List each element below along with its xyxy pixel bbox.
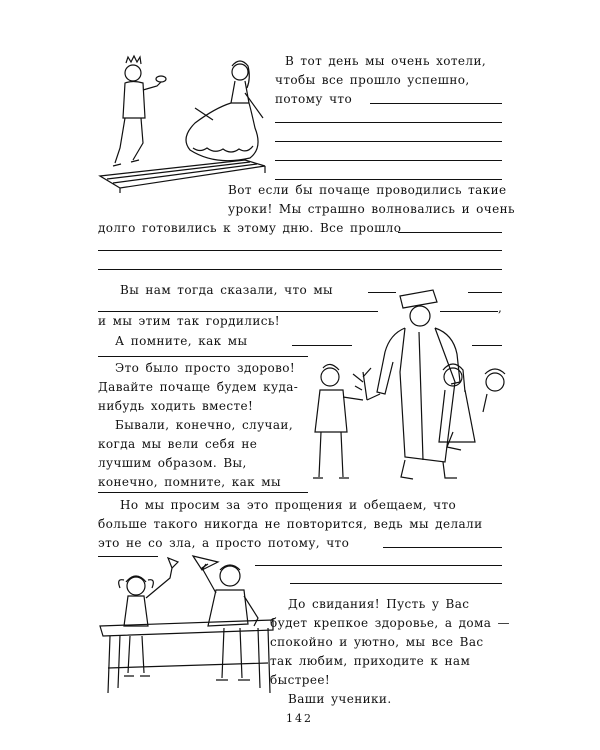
classroom-desk-children-illustration bbox=[98, 548, 278, 698]
text-line-p2-2: уроки! Мы страшно волновались и очень bbox=[228, 202, 515, 216]
text-line-p6-1: До свидания! Пусть у Вас bbox=[288, 597, 470, 611]
text-line-p1-2: чтобы все прошло успешно, bbox=[275, 73, 470, 87]
text-line-p3-2: и мы этим так гордились! bbox=[98, 314, 281, 328]
answer-line[interactable] bbox=[370, 103, 502, 104]
text-line-p4-1: Это было просто здорово! bbox=[115, 361, 296, 375]
answer-line[interactable] bbox=[98, 492, 308, 493]
text-line-p2-1: Вот если бы почаще проводились такие bbox=[228, 183, 507, 197]
answer-line[interactable] bbox=[275, 122, 502, 123]
text-line-p5-3: это не со зла, а просто потому, что bbox=[98, 536, 350, 550]
text-line-p1-3: потому что bbox=[275, 92, 353, 106]
text-line-p6-5: быстрее! bbox=[270, 673, 331, 687]
text-line-p3-3: А помните, как мы bbox=[115, 334, 248, 348]
prince-princess-drawing bbox=[95, 48, 270, 193]
answer-line[interactable] bbox=[275, 160, 502, 161]
text-line-p6-6: Ваши ученики. bbox=[288, 692, 392, 706]
text-line-p4-6: лучшим образом. Вы, bbox=[98, 456, 247, 470]
text-line-p6-4: так любим, приходите к нам bbox=[270, 654, 471, 668]
answer-line[interactable] bbox=[383, 547, 502, 548]
classroom-desk-drawing bbox=[98, 548, 278, 698]
answer-line[interactable] bbox=[98, 269, 502, 270]
text-line-p4-4: Бывали, конечно, случаи, bbox=[115, 418, 294, 432]
teacher-children-drawing bbox=[305, 282, 510, 490]
page-number: 142 bbox=[286, 712, 313, 725]
answer-line[interactable] bbox=[98, 250, 502, 251]
text-line-p4-2: Давайте почаще будем куда- bbox=[98, 380, 299, 394]
teacher-children-illustration bbox=[305, 282, 510, 490]
text-line-p5-1: Но мы просим за это прощения и обещаем, что bbox=[120, 498, 457, 512]
text-line-p4-3: нибудь ходить вместе! bbox=[98, 399, 254, 413]
text-line-p4-5: когда мы вели себя не bbox=[98, 437, 258, 451]
answer-line[interactable] bbox=[255, 565, 502, 566]
text-line-p1-1: В тот день мы очень хотели, bbox=[285, 54, 487, 68]
text-line-p5-2: больше такого никогда не повторится, ведь мы делали bbox=[98, 517, 483, 531]
text-line-p4-7: конечно, помните, как мы bbox=[98, 475, 281, 489]
answer-line[interactable] bbox=[290, 583, 502, 584]
text-line-p3-1: Вы нам тогда сказали, что мы bbox=[120, 283, 334, 297]
comma-mark: , bbox=[498, 301, 503, 315]
text-line-p6-3: спокойно и уютно, мы все Вас bbox=[270, 635, 484, 649]
answer-line[interactable] bbox=[275, 141, 502, 142]
answer-line[interactable] bbox=[275, 179, 502, 180]
prince-princess-stage-illustration bbox=[95, 48, 270, 193]
answer-line[interactable] bbox=[98, 356, 308, 357]
text-line-p6-2: будет крепкое здоровье, а дома — bbox=[270, 616, 510, 630]
answer-line[interactable] bbox=[398, 232, 502, 233]
text-line-p2-3: долго готовились к этому дню. Все прошло bbox=[98, 221, 402, 235]
